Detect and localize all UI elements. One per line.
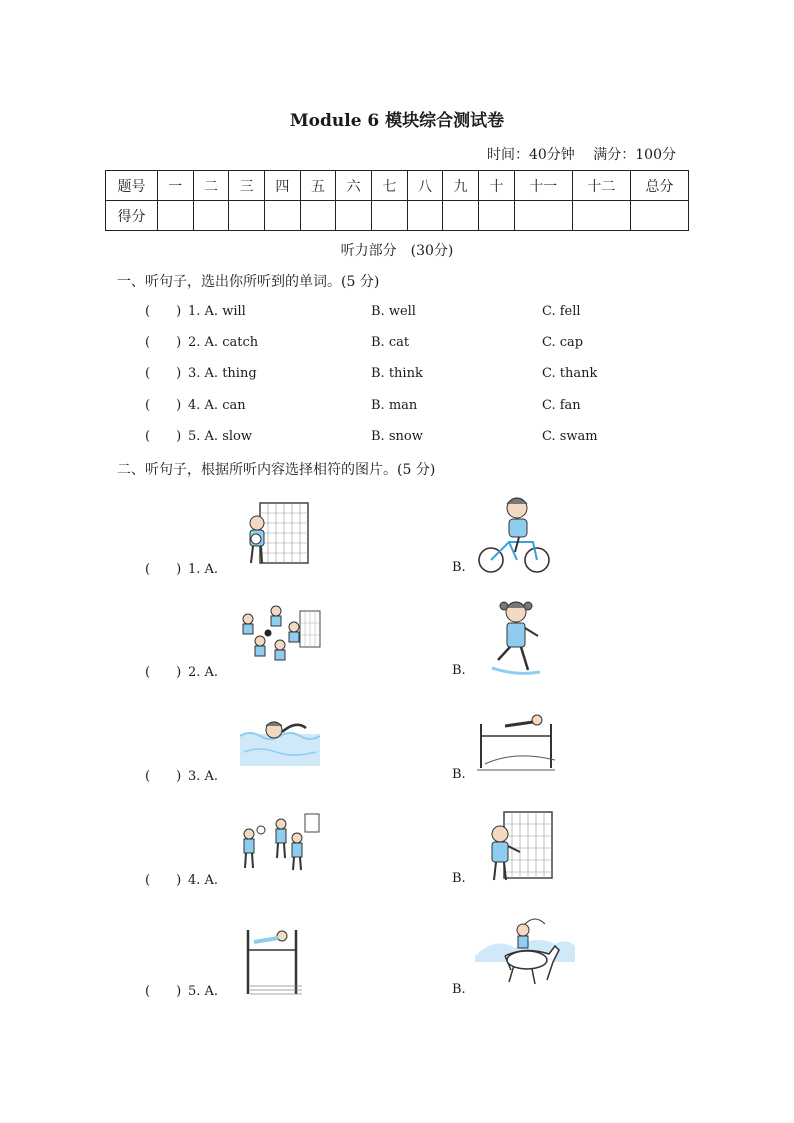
answer-paren[interactable]: ( ) bbox=[145, 335, 182, 350]
answer-paren[interactable]: ( ) bbox=[145, 984, 182, 999]
answer-paren[interactable]: ( ) bbox=[145, 769, 182, 784]
score-table bbox=[105, 170, 689, 231]
part2-title: 二、听句子，根据所听内容选择相符的图片。(5 分) bbox=[117, 462, 436, 478]
score-header-cell: 十 bbox=[479, 171, 515, 201]
goalkeeper-picture[interactable] bbox=[240, 495, 315, 571]
score-table-header-row bbox=[106, 171, 689, 201]
score-header-cell: 题号 bbox=[106, 171, 158, 201]
option-a: 5. A. slow bbox=[188, 429, 252, 444]
full-score-label: 满分：100分 bbox=[593, 147, 676, 163]
listening-section-title: 听力部分 (30分) bbox=[340, 243, 454, 259]
picture-question-row bbox=[0, 663, 794, 683]
score-header-cell: 五 bbox=[300, 171, 336, 201]
score-cell[interactable] bbox=[300, 201, 336, 231]
option-a: 4. A. can bbox=[188, 398, 246, 413]
option-a: 1. A. will bbox=[188, 304, 246, 319]
option-b: B. snow bbox=[371, 429, 423, 444]
score-cell[interactable] bbox=[630, 201, 688, 231]
option-b: B. cat bbox=[371, 335, 410, 350]
option-b-label: B. bbox=[452, 560, 466, 575]
score-cell[interactable] bbox=[443, 201, 479, 231]
option-c: C. swam bbox=[542, 429, 598, 444]
answer-paren[interactable]: ( ) bbox=[145, 366, 182, 381]
option-b-label: B. bbox=[452, 663, 466, 678]
picture-question-row bbox=[0, 767, 794, 787]
answer-paren[interactable]: ( ) bbox=[145, 665, 182, 680]
exam-meta bbox=[473, 144, 676, 164]
score-cell[interactable] bbox=[407, 201, 443, 231]
answer-paren[interactable]: ( ) bbox=[145, 398, 182, 413]
option-b-label: B. bbox=[452, 767, 466, 782]
score-header-cell: 八 bbox=[407, 171, 443, 201]
boy-swimming-picture[interactable] bbox=[240, 712, 320, 768]
answer-paren[interactable]: ( ) bbox=[145, 429, 182, 444]
option-c: C. thank bbox=[542, 366, 598, 381]
score-cell[interactable] bbox=[193, 201, 229, 231]
option-b: B. man bbox=[371, 398, 418, 413]
score-header-cell: 四 bbox=[264, 171, 300, 201]
score-cell[interactable] bbox=[372, 201, 408, 231]
question-row bbox=[0, 302, 794, 322]
option-b-label: B. bbox=[452, 982, 466, 997]
option-b-label: B. bbox=[452, 871, 466, 886]
page-title: Module 6 模块综合测试卷 bbox=[289, 111, 505, 131]
score-header-cell: 二 bbox=[193, 171, 229, 201]
option-a-label: 3. A. bbox=[188, 769, 219, 784]
option-a-label: 1. A. bbox=[188, 562, 219, 577]
score-cell[interactable] bbox=[479, 201, 515, 231]
part1-title: 一、听句子，选出你所听到的单词。(5 分) bbox=[117, 274, 380, 290]
answer-paren[interactable]: ( ) bbox=[145, 562, 182, 577]
option-b: B. think bbox=[371, 366, 423, 381]
option-a: 3. A. thing bbox=[188, 366, 257, 381]
score-header-cell: 九 bbox=[443, 171, 479, 201]
score-header-cell: 十二 bbox=[572, 171, 630, 201]
score-cell[interactable] bbox=[514, 201, 572, 231]
option-c: C. fell bbox=[542, 304, 581, 319]
score-cell[interactable] bbox=[157, 201, 193, 231]
score-header-cell: 一 bbox=[157, 171, 193, 201]
kids-playing-basketball-picture[interactable] bbox=[237, 812, 321, 874]
option-b: B. well bbox=[371, 304, 416, 319]
score-cell[interactable] bbox=[572, 201, 630, 231]
score-row-label: 得分 bbox=[106, 201, 158, 231]
boy-riding-horse-picture[interactable] bbox=[475, 916, 575, 992]
score-table-score-row bbox=[106, 201, 689, 231]
option-a: 2. A. catch bbox=[188, 335, 259, 350]
option-c: C. fan bbox=[542, 398, 581, 413]
boy-goalkeeper-picture[interactable] bbox=[482, 808, 557, 886]
question-row bbox=[0, 364, 794, 384]
question-row bbox=[0, 427, 794, 447]
option-c: C. cap bbox=[542, 335, 584, 350]
score-cell[interactable] bbox=[336, 201, 372, 231]
score-cell[interactable] bbox=[229, 201, 265, 231]
score-header-cell: 十一 bbox=[514, 171, 572, 201]
question-row bbox=[0, 333, 794, 353]
picture-question-row bbox=[0, 982, 794, 1002]
girl-running-picture[interactable] bbox=[488, 596, 544, 676]
kids-playing-football-picture[interactable] bbox=[236, 603, 324, 669]
picture-question-row bbox=[0, 560, 794, 580]
high-jump-picture[interactable] bbox=[475, 710, 557, 772]
answer-paren[interactable]: ( ) bbox=[145, 304, 182, 319]
score-cell[interactable] bbox=[264, 201, 300, 231]
score-header-cell: 六 bbox=[336, 171, 372, 201]
option-a-label: 4. A. bbox=[188, 873, 219, 888]
option-a-label: 5. A. bbox=[188, 984, 219, 999]
time-label: 时间：40分钟 bbox=[486, 147, 575, 163]
score-header-cell: 三 bbox=[229, 171, 265, 201]
score-header-cell: 总分 bbox=[630, 171, 688, 201]
score-header-cell: 七 bbox=[372, 171, 408, 201]
answer-paren[interactable]: ( ) bbox=[145, 873, 182, 888]
question-row bbox=[0, 396, 794, 416]
picture-question-row bbox=[0, 871, 794, 891]
high-jump-bar-picture[interactable] bbox=[240, 926, 304, 1000]
girl-riding-bike-picture[interactable] bbox=[475, 492, 553, 576]
option-a-label: 2. A. bbox=[188, 665, 219, 680]
